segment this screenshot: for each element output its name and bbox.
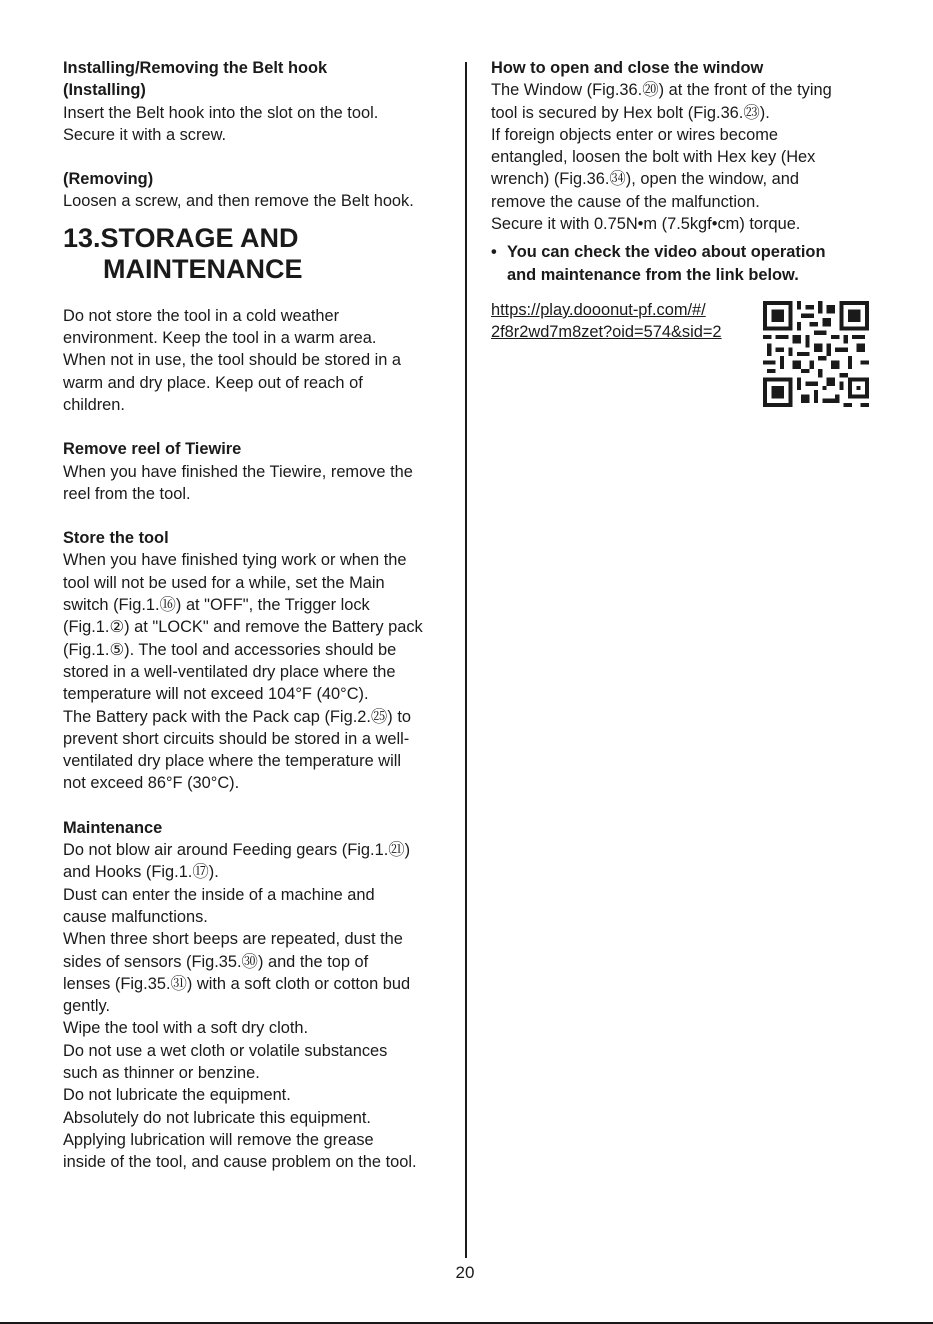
left-column	[63, 57, 448, 1173]
maintenance-line: Do not lubricate the equipment.	[63, 1086, 291, 1105]
qr-code-icon[interactable]	[763, 301, 869, 407]
storage-line: Do not store the tool in a cold weather	[63, 306, 340, 325]
store-line: tool will not be used for a while, set the Main	[63, 573, 385, 592]
window-line: wrench) (Fig.36.㉞), open the window, and	[491, 170, 799, 189]
window-line: Secure it with 0.75N•m (7.5kgf•cm) torque.	[491, 215, 801, 234]
maintenance-line: Do not use a wet cloth or volatile substances	[63, 1041, 388, 1060]
video-link-line1[interactable]: https://play.dooonut-pf.com/#/	[491, 300, 706, 319]
maintenance-heading: Maintenance	[63, 818, 163, 837]
belt-hook-heading: Installing/Removing the Belt hook	[63, 59, 328, 77]
store-line: not exceed 86°F (30°C).	[63, 774, 240, 793]
store-line: (Fig.1.②) at "LOCK" and remove the Battery pack	[63, 618, 423, 637]
window-heading: How to open and close the window	[491, 59, 764, 77]
page-number: 20	[455, 1263, 475, 1282]
video-link-line2[interactable]: 2f8r2wd7m8zet?oid=574&sid=2	[491, 323, 722, 342]
reel-line: reel from the tool.	[63, 484, 191, 503]
store-line: The Battery pack with the Pack cap (Fig.2.㉕) to	[63, 707, 411, 726]
window-line: If foreign objects enter or wires become	[491, 125, 778, 144]
maintenance-line: Do not blow air around Feeding gears (Fig.1.㉑)	[63, 841, 411, 860]
maintenance-line: cause malfunctions.	[63, 907, 208, 926]
maintenance-line: sides of sensors (Fig.35.㉚) and the top of	[63, 952, 369, 971]
window-line: tool is secured by Hex bolt (Fig.36.㉓).	[491, 103, 770, 122]
reel-line: When you have finished the Tiewire, remove the	[63, 462, 413, 481]
maintenance-line: Applying lubrication will remove the grease	[63, 1130, 374, 1149]
store-line: (Fig.1.⑤). The tool and accessories should be	[63, 640, 397, 659]
installing-line: Insert the Belt hook into the slot on the tool.	[63, 103, 379, 122]
store-line: stored in a well-ventilated dry place where the	[63, 662, 396, 681]
maintenance-line: Dust can enter the inside of a machine and	[63, 885, 375, 904]
store-line: temperature will not exceed 104°F (40°C).	[63, 685, 369, 704]
video-note-line: and maintenance from the link below.	[507, 265, 799, 284]
video-link-row	[491, 299, 881, 409]
store-heading: Store the tool	[63, 529, 169, 548]
maintenance-line: Wipe the tool with a soft dry cloth.	[63, 1019, 309, 1038]
storage-line: When not in use, the tool should be stored in a	[63, 351, 402, 370]
removing-heading: (Removing)	[63, 170, 154, 189]
maintenance-line: lenses (Fig.35.㉛) with a soft cloth or cotton bud	[63, 974, 411, 993]
section-title-line2: MAINTENANCE	[103, 253, 303, 284]
section-title	[63, 223, 448, 285]
column-divider	[465, 62, 467, 1258]
bullet-icon: •	[491, 243, 497, 262]
store-line: When you have finished tying work or when the	[63, 551, 407, 570]
maintenance-line: When three short beeps are repeated, dust the	[63, 930, 403, 949]
storage-line: environment. Keep the tool in a warm area.	[63, 329, 377, 348]
store-line: switch (Fig.1.⑯) at "OFF", the Trigger lock	[63, 596, 370, 615]
storage-line: children.	[63, 395, 125, 414]
section-title-line1: 13.STORAGE AND	[63, 222, 299, 253]
storage-line: warm and dry place. Keep out of reach of	[63, 373, 363, 392]
window-line: remove the cause of the malfunction.	[491, 192, 760, 211]
removing-line: Loosen a screw, and then remove the Belt hook.	[63, 192, 414, 211]
maintenance-line: inside of the tool, and cause problem on the tool.	[63, 1153, 417, 1172]
maintenance-line: and Hooks (Fig.1.⑰).	[63, 863, 219, 882]
maintenance-line: Absolutely do not lubricate this equipment.	[63, 1108, 371, 1127]
window-line: The Window (Fig.36.⑳) at the front of the tying	[491, 81, 832, 100]
right-column	[491, 57, 881, 409]
store-line: prevent short circuits should be stored in a well-	[63, 729, 410, 748]
maintenance-line: gently.	[63, 997, 111, 1016]
maintenance-line: such as thinner or benzine.	[63, 1063, 260, 1082]
window-line: entangled, loosen the bolt with Hex key (Hex	[491, 148, 816, 167]
store-line: ventilated dry place where the temperature will	[63, 752, 402, 771]
reel-heading: Remove reel of Tiewire	[63, 440, 242, 459]
video-note-line: You can check the video about operation	[507, 243, 826, 262]
installing-heading: (Installing)	[63, 81, 146, 100]
video-note	[491, 241, 881, 286]
installing-line: Secure it with a screw.	[63, 125, 227, 144]
